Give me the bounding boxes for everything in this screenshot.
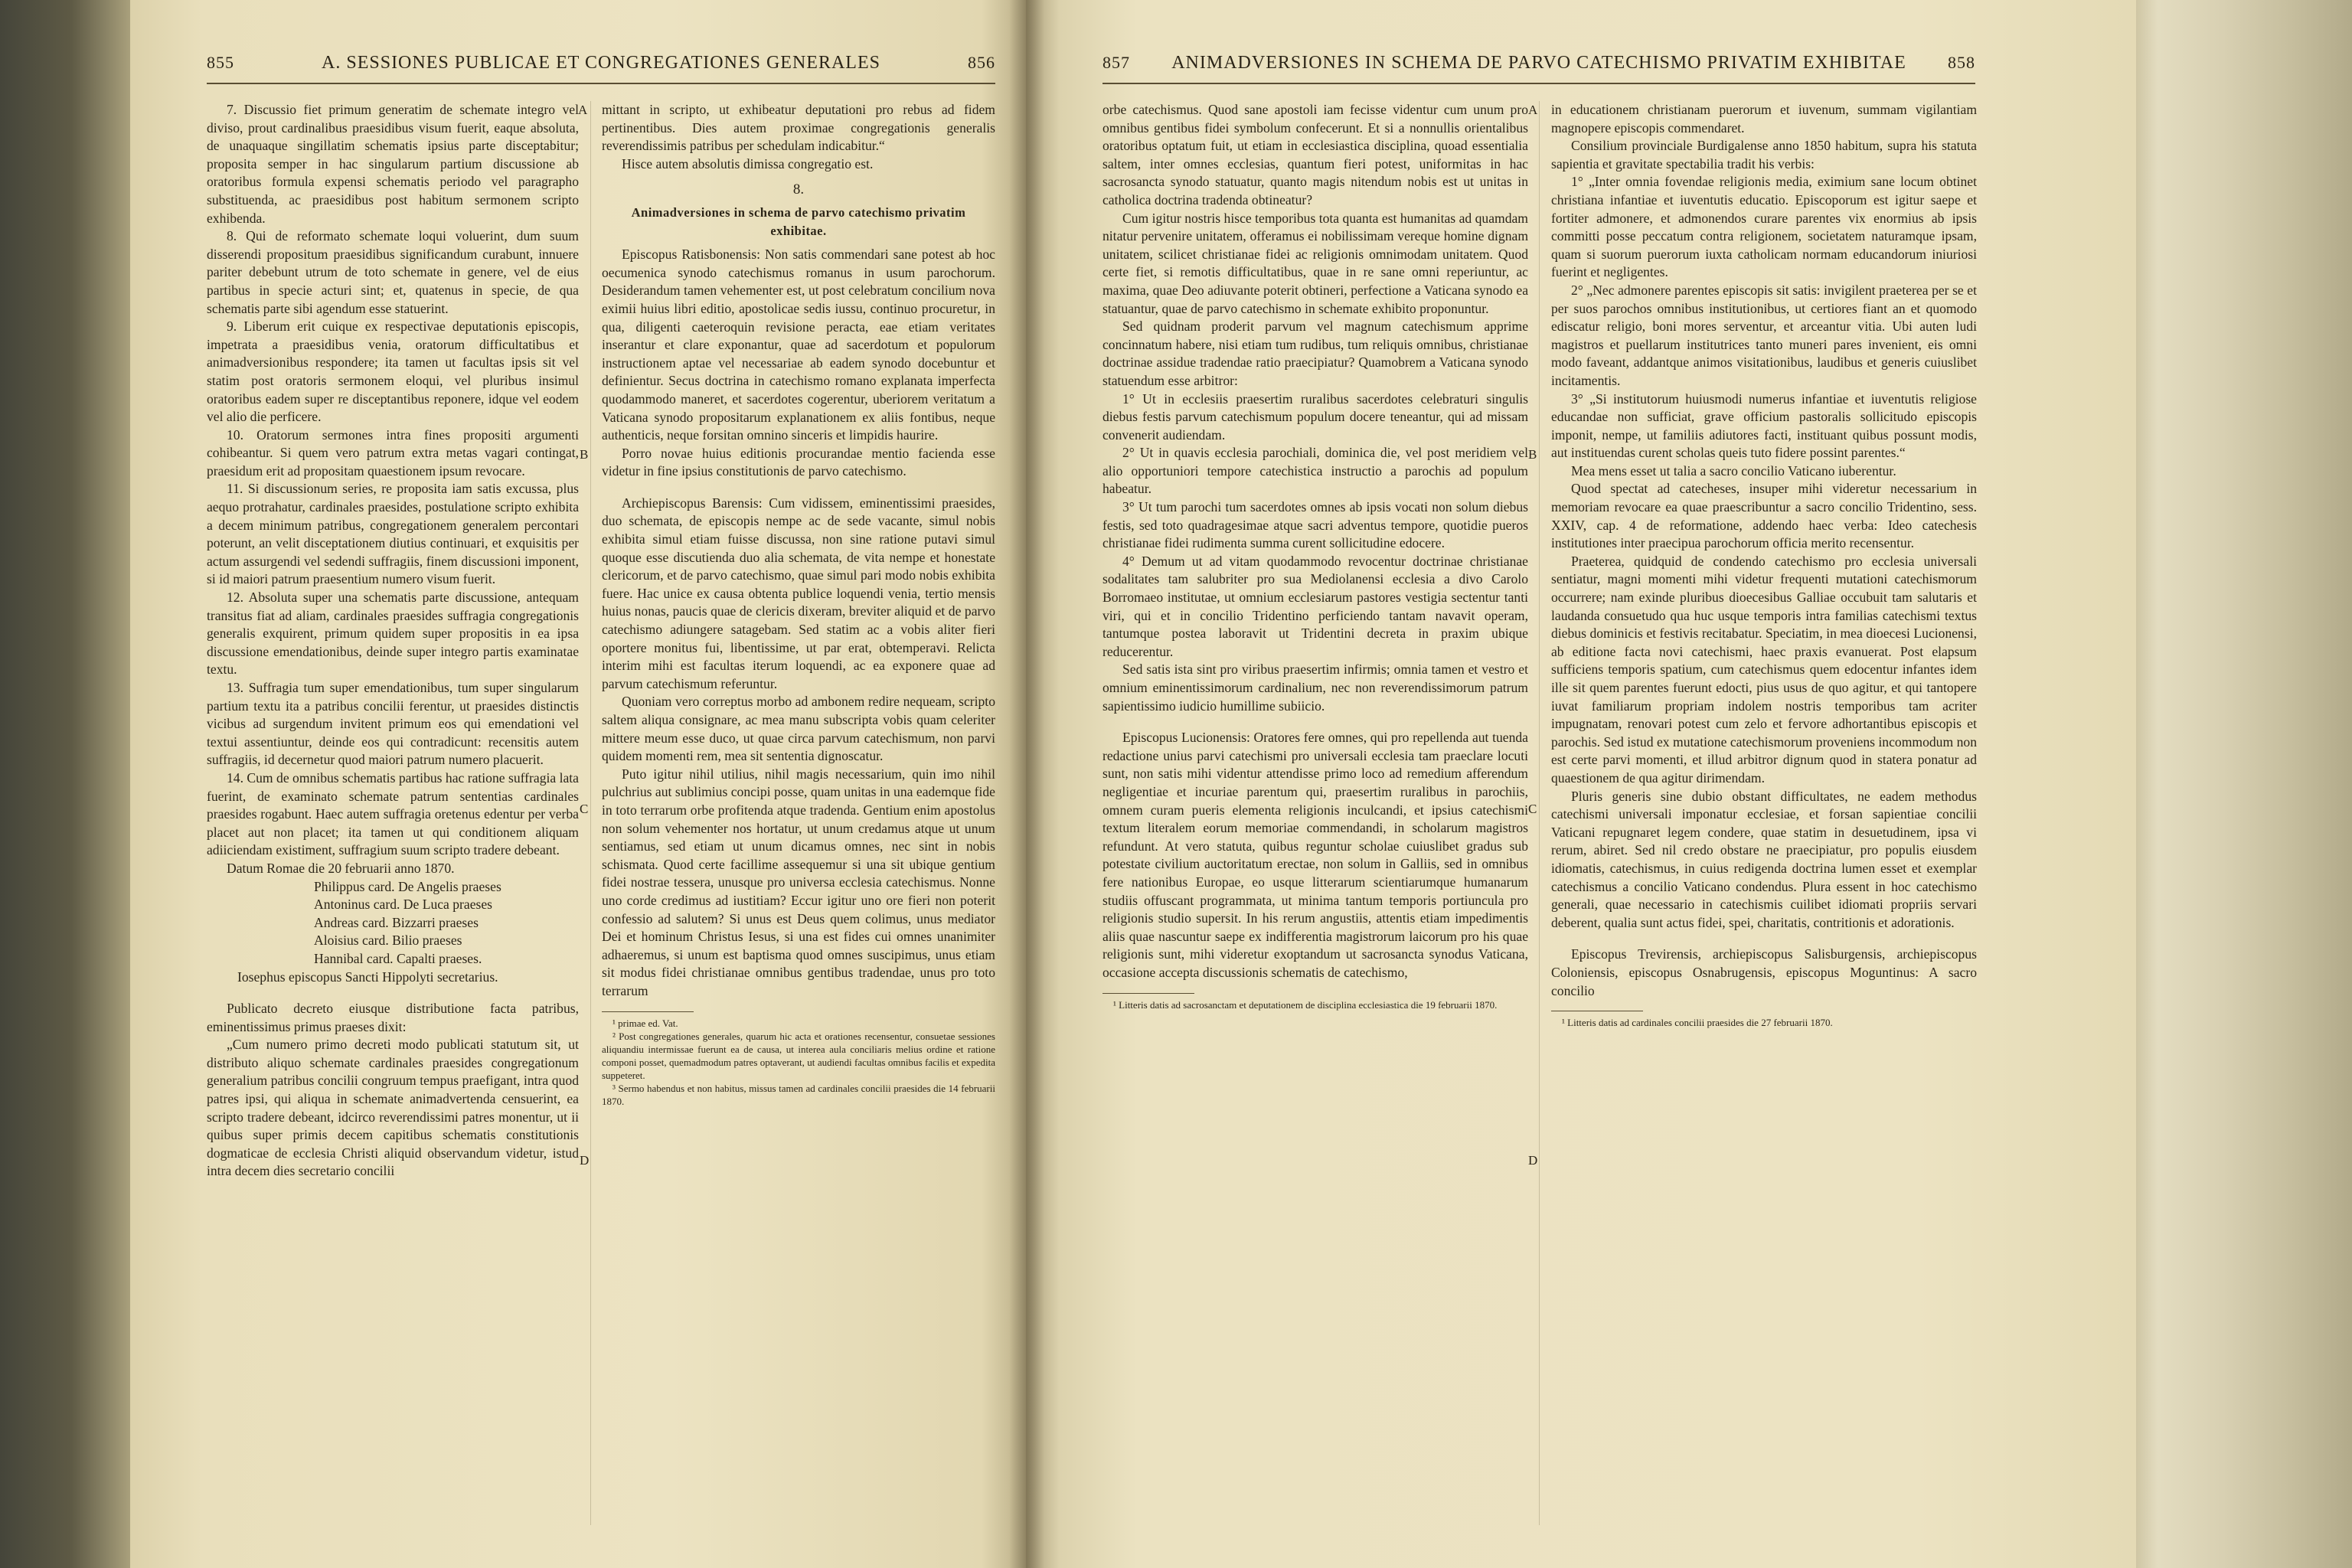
paragraph-publication: Publicato decreto eiusque distributione facta patribus, eminentissimus primus praeses dixit: — [207, 1001, 579, 1034]
signature-line: Antoninus card. De Luca praeses — [314, 897, 493, 913]
header-rule — [1102, 83, 1975, 84]
paragraph-barensis: Archiepiscopus Barensis: Cum vidissem, eminentissimi praesides, duo schemata, de episcopis nempe ac de sede vacante, simul nobis exhibita simul etiam fuisse discussa, non sine ratione putavi simul quoque esse discutienda duo alia schemata, de vita nempe et honestate clericorum, et de parvo catechismo, quae simul pari modo nobis exhibita fuere. Hac unice ex causa obtenta publice loquendi venia, tertio mensis huius nonas, paucis quae de clericis dixeram, breviter aliquid et de parvo catechismo adiungere satagebam. Sed statim ac a vobis aliter fieri oportere monitus fui, libentissime, ut par erat, obtemperavi. Relicta interim mihi est facultas iterum loquendi, ac ea exponere quae ad parvum catechismum referuntur. — [602, 495, 995, 691]
paragraph-ratisbonensis: Episcopus Ratisbonensis: Non satis commendari sane potest ab hoc oecumenica synodo catechismus romanus in usum parochorum. Desiderandum tamen vehementer est, ut post celebratum concilium nova eximii huius libri editio, apostolicae sedis iussu, continuo procuretur, in qua, diligenti caeteroquin revisione peracta, eae etiam veritates inserantur et clare exponantur, quae ad sacerdotum et populorum instructionem aptae vel necessariae ab eadem synodo docebuntur et definientur. Secus doctrina in catechismo romano explanata imperfecta quodammodo maneret, et sacerdotes cogerentur, uberiorem veritatum a Vaticana synodo propositarum explanationem ex aliis fontibus, neque authenticis, neque forsitan omnino sinceris et limpidis haurire. — [602, 247, 995, 443]
paragraph-point-1: 1° Ut in ecclesiis praesertim ruralibus sacerdotes celebraturi singulis diebus festis parvum catechismum populum docere teneantur, qui ad missam convenerit audiendam. — [1102, 390, 1528, 443]
book-right-edge — [2136, 0, 2352, 1568]
paragraph-quod-spectat: Quod spectat ad catecheses, insuper mihi videretur necessarium in memoriam revocare ea quae praescribuntur a sacro concilio Tridentino, sess. XXIV, cap. 4 de reformatione, addendo haec verba: Ideo catechesis institutiones inter praecipua parochorum officia merito recensentur. — [1551, 481, 1977, 551]
paragraph-8: 8. Qui de reformato schemate loqui voluerint, dum suum disserendi propositum praesidibus significandum curabunt, innuere pariter debebunt utrum de toto schemate in genere, vel de eius partibus in specie acturi sint; et, quatenus in specie, de qua schematis parte sibi agendum esse statuerint. — [207, 228, 579, 316]
book-left-edge — [0, 0, 130, 1568]
margin-marker-d: D — [1528, 1153, 1538, 1168]
page-number-855: 855 — [207, 53, 234, 72]
section-number: 8. — [792, 181, 805, 198]
column-separator — [590, 101, 591, 1525]
paragraph-quote: „Cum numero primo decreti modo publicati statutum sit, ut distributo aliquo schemate cardinales praesides congregationum generalium patribus concilii congruum tempus praefigant, intra quod patres ipsi, qui aliqua in schemate animadvertenda censuerint, ea scripto tradere debeant, idcirco reverendissimi patres monentur, ut ii quibus super primis decem capitibus schematis constitutionis dogmaticae de ecclesia Christi aliquid observandum videtur, istud intra decem dies secretario concilii — [207, 1037, 579, 1179]
spacer — [602, 481, 995, 495]
paragraph-sed-satis: Sed satis ista sint pro viribus praesertim infirmis; omnia tamen et vestro et omnium eminentissimorum cardinalium, nec non reverendissimorum patrum sapientissimo iudicio humillime subiicio. — [1102, 662, 1528, 714]
paragraph-point-3: 3° Ut tum parochi tum sacerdotes omnes ab ipsis vocati non solum diebus festis, sed toto quadragesimae atque sacri adventus tempore, quotidie pueros christianae fidei rudimenta summa curent sollicitudine edocere. — [1102, 499, 1528, 551]
paragraph-quote-2: 2° „Nec admonere parentes episcopis sit satis: invigilent praeterea per se et per suos parochos omnibus institutionibus, ut certiores fiant an et quomodo ediscatur religio, boni mores serventur, et arceantur vitia. Ubi auten ludi magistros et puellarum institutrices tanto muneri pares invenient, eis omni modo faveant, addantque animos visitationibus, laudibus et generis cuiuslibet incitamentis. — [1551, 282, 1977, 388]
paragraph-10: 10. Oratorum sermones intra fines propositi argumenti cohibeantur. Si quem vero patrum extra metas vagari contingat, praesidum erit ad propositam quaestionem ipsum revocare. — [207, 426, 579, 479]
paragraph-quote-1: 1° „Inter omnia fovendae religionis media, eximium sane locum obtinet christiana infantiae et iuventutis educatio. Episcoporum est igitur saepe et fortiter admonere, et admonendos curare parentes vix enormius ab ipsis committi posse peccatum contra religionem, societatem naturamque ipsam, quam si suorum puerorum iuxta catholicam normam educandorum iniuriosi fuerint et negligentes. — [1551, 174, 1977, 280]
paragraph-pluris: Pluris generis sine dubio obstant difficultates, ne eadem methodus catechismi universali imponatur ecclesiae, et forsan sapientiae concilii Vaticani repugnaret legem condere, quae statim in desuetudinem, ipsa vi rerum, abiret. Sed nil credo obstare ne praecipiatur, pro populis eiusdem idiomatis, catechismus, in cuius redigenda doctrina lumen esset et exemplar catechismus a concilio Vaticano condendus. Plura essent in hoc catechismo generali, quae necessario in catechismis cuilibet idiomati propriis servari deberent, qualia sunt actus fidei, spei, charitatis, contritionis et adorationis. — [1551, 788, 1977, 930]
paragraph-point-2: 2° Ut in quavis ecclesia parochiali, dominica die, vel post meridiem vel alio opportuniori tempore catechistica instructio a parochis ad populum habeatur. — [1102, 445, 1528, 497]
paragraph-sed-quidnam: Sed quidnam proderit parvum vel magnum catechismum apprime concinnatum habere, nisi etiam tum rudibus, tum reliquis omnibus, christianae doctrinae assidue tradendae ratio praecipiatur? Quamobrem a Vaticana synodo statuendum esse arbitror: — [1102, 318, 1528, 388]
section-title: Animadversiones in schema de parvo catechismo privatim exhibitae. — [631, 204, 966, 238]
page-number-856: 856 — [967, 53, 995, 72]
page-number-857: 857 — [1102, 53, 1130, 72]
right-running-header — [1102, 47, 1975, 78]
paragraph-orbe: orbe catechismus. Quod sane apostoli iam fecisse videntur cum unum pro omnibus gentibus fidei symbolum confecerunt. Et si a nonnullis orientalibus oratoribus optatum fuit, ut etiam in ecclesiastica disciplina, quoad essentialia saltem, inter omnes ecclesias, quantum fieri potest, uniformitas in hac sacrosancta synodo statuatur, quanto magis nitendum nobis est ut unitas in catholica doctrina tradenda obtineatur? — [1102, 102, 1528, 207]
column-4 — [1551, 101, 1977, 1540]
column-3 — [1102, 101, 1528, 1540]
spacer — [207, 986, 579, 1000]
paragraph-13: 13. Suffragia tum super emendationibus, tum super singularum partium textu ita a patribus concilii ferentur, ut praesides distinctis vicibus ad surgendum invitent primum eos qui emendationi vel textui assentiuntur, deinde eos qui contradicunt: recensitis autem suffragiis, id decernetur quod maiori patrum numero placuerit. — [207, 680, 579, 768]
footnote-rule — [1102, 993, 1194, 994]
paragraph-quote-3: 3° „Si institutorum huiusmodi numerus infantiae et iuventutis religiose educandae non sufficiat, grave officium pastoralis sollicitudo episcopis imponit, nempe, ut familiis adiutores facti, instituant quibus possunt modis, aut instituendas curent scholas queis tuto fidere possint parentes.“ — [1551, 390, 1977, 461]
paragraph-7: 7. Discussio fiet primum generatim de schemate integro vel diviso, prout cardinalibus praesidibus visum fuerit, eaque absoluta, de unaquaque singillatim schematis ipsius parte disceptabitur; proposita semper in hac singularum partium discussione ab oratoribus formula expensi schematis periodo vel paragrapho substituenda, ac praesidibus post habitum sermonem scripto exhibenda. — [207, 102, 579, 226]
paragraph-cum-igitur: Cum igitur nostris hisce temporibus tota quanta est humanitas ad quamdam nitatur pervenire unitatem, offeramus ei nobilissimam vereque homine dignam unitatem, scilicet christianae fidei ac religionis omnimodam unitatem. Quod certe fiet, si remotis difficultatibus, quae in re sane omni reperiuntur, ac maxima, quae Deo adiuvante poterit obtineri, perfectione a Vaticana synodo ea statuantur, quae de parvo catechismo in schemate exhibito proponuntur. — [1102, 210, 1528, 316]
margin-marker-b: B — [1528, 447, 1537, 462]
paragraph-14: 14. Cum de omnibus schematis partibus hac ratione suffragia lata fuerint, de examinato schemate patrum sententias cardinales praesides rogabunt. Haec autem suffragia oretenus edentur per verba placet aut non placet; ita tamen ut qui conditionem aliquam adiiciendam existiment, suffragium suum scripto tradere debeant. — [207, 769, 579, 858]
page-number-858: 858 — [1948, 53, 1975, 72]
footnote: ³ Sermo habendus et non habitus, missus tamen ad cardinales concilii praesides die 14 februarii 1870. — [602, 1082, 995, 1107]
footnote: ¹ Litteris datis ad cardinales concilii praesides die 27 februarii 1870. — [1562, 1017, 1833, 1029]
signature-line: Aloisius card. Bilio praeses — [314, 933, 462, 949]
margin-marker-c: C — [1528, 802, 1537, 816]
signature-line: Iosephus episcopus Sancti Hippolyti secretarius. — [237, 969, 498, 985]
paragraph-mea-mens: Mea mens esset ut talia a sacro concilio Vaticano iuberentur. — [1571, 462, 1896, 479]
margin-marker-b: B — [580, 447, 589, 462]
column-2 — [602, 101, 995, 1540]
paragraph-11: 11. Si discussionum series, re proposita iam satis excussa, plus aequo protrahatur, cardinales praesides, postulatione scripto exhibita a decem minimum patribus, congregationem generalem percontari poterunt, an velit disceptationem diutius continuari, et exquisitis per actum assurgendi vel sedendi suffragiis, finem discussioni imponent, si id maiori patrum praesentium numero visum fuerit. — [207, 481, 579, 587]
margin-marker-d: D — [580, 1153, 590, 1168]
paragraph-continued: mittant in scripto, ut exhibeatur deputationi pro rebus ad fidem pertinentibus. Dies autem proximae congregationis generalis reverendissimis patribus per schedulam indicabitur.“ — [602, 102, 995, 154]
signature-line: Andreas card. Bizzarri praeses — [314, 914, 479, 930]
paragraph-hisce: Hisce autem absolutis dimissa congregatio est. — [622, 155, 874, 172]
footnote: ¹ primae ed. Vat. — [612, 1017, 678, 1029]
book-gutter — [1009, 0, 1044, 1568]
paragraph-9: 9. Liberum erit cuique ex respectivae deputationis episcopis, impetrata a praesidibus venia, oratorum difficultatibus et animadversionibus respondere; ita tamen ut facultas ipsis sit vel statim post oratoris sermonem eloqui, vel pluribus insimul oratoribus eadem super re disceptantibus reponere, idque vel eodem vel alio die perficere. — [207, 318, 579, 425]
column-1 — [207, 101, 579, 1540]
paragraph-porro: Porro novae huius editionis procurandae mentio facienda esse videtur in fine ipsius constitutionis de parvo catechismo. — [602, 445, 995, 479]
footnote-rule — [602, 1011, 694, 1012]
column-separator — [1539, 101, 1540, 1525]
signature-line: Philippus card. De Angelis praeses — [314, 878, 501, 894]
paragraph-puto: Puto igitur nihil utilius, nihil magis necessarium, quin imo nihil pulchrius aut sublimius concipi posse, quam unitas in una eademque fide in toto terrarum orbe profitenda atque tradenda. Gentium enim apostolus non solum vehementer nos hortatur, ut unum credamus atque ut unum sentiamus, sed etiam ut unum dicamus omnes, nec sint in nobis schismata. Quod certe facillime assequemur si una sit ubique gentium fidei nostrae tessera, unusque pro universa ecclesia catechismus. Nonne uno corde credimus ad iustitiam? Eccur igitur uno ore fieri non poterit confessio ad salutem? Si unus est Deus quem colimus, unus mediator Dei et hominum Christus Iesus, si una est fides cui omnes unanimiter adhaeremus, si unum est baptisma quod omnes suscipimus, unus etiam sit modus fidei christianae omnibus gentibus tradendae, unus pro toto terrarum — [602, 766, 995, 998]
paragraph-lucionensis: Episcopus Lucionensis: Oratores fere omnes, qui pro repellenda aut tuenda redactione unius parvi catechismi pro universali ecclesia tam praeclare locuti sunt, non satis mihi videntur attendisse primo loco ad remedium afferendum negligentiae et incuriae parentum qui, praesertim ruralibus in parochiis, omnem curam pueris elementa religionis inculcandi, et ipsius catechismi textum literalem eorum memoriae commendandi, in scholarum magistros refundunt. At vero statuta, quibus reguntur scholae cuiuslibet gradus sub potestate civilium auctoritatum erectae, non solum in Galliis, sed in omnibus fere nationibus Europae, eo usque litterarum scientiarumque humanarum studiis offuscant programmata, ut minima tantum temporis portiuncula pro religionis studio supersit. In his rerum angustiis, attentis etiam impedimentis aliis quae nascuntur saepe ex indifferentia magistrorum laicorum pro his quae religionis sunt, mihi videretur exoptandum ut sacrosancta synodus Vaticana, occasione accepta discussionis schematis de catechismo, — [1102, 730, 1528, 980]
spacer — [1551, 932, 1977, 946]
date-line: Datum Romae die 20 februarii anno 1870. — [227, 860, 455, 876]
margin-marker-c: C — [580, 802, 589, 816]
margin-marker-a: A — [1528, 103, 1538, 117]
spacer — [1102, 715, 1528, 729]
header-rule — [207, 83, 995, 84]
left-page — [130, 0, 1026, 1568]
paragraph-point-4: 4° Demum ut ad vitam quodammodo revocentur doctrinae christianae sodalitates tam salubriter pro sua Mediolanensi ecclesia a divo Carolo Borromaeo institutae, ut omnium ecclesiarum pastores vestigia sectentur tanti viri, qui et in concilio Tridentino perficiendo tantam navavit operam, tantumque postea laboravit ut Tridentini decreta in praxim ubique reducerentur. — [1102, 553, 1528, 659]
right-page — [1026, 0, 2136, 1568]
footnote: ² Post congregationes generales, quarum hic acta et orationes recensentur, consuetae sessiones aliquandiu intermissae fuerunt ea de causa, ut interea aula conciliaris melius ordine et ratione componi posset, quemadmodum patres optaverant, ut audiendi facultas omnibus facilis et expedita suppeteret. — [602, 1030, 995, 1081]
paragraph-praeterea: Praeterea, quidquid de condendo catechismo pro ecclesia universali sentiatur, magni momenti mihi videtur frequenti mutationi catechismorum occurrere; nam exinde pluribus dioecesibus Galliae occubuit tam salutaris et laudanda consuetudo qua huc usque temporis intra familias catechismi textus diebus dominicis et festivis recitabatur. Speciatim, in mea dioecesi Lucionensi, ab editione facta novi catechismi, haec praxis evanuerat. Post elapsum sufficiens temporis spatium, cum catechismus quem edocentur infantes idem ille sit quem parentes fuerunt edocti, pius usus de quo agitur, et qui tantopere iuvat familiarum propriam indolem nostris temporibus tam acriter impugnatam, renovari potest cum zelo et fervore adhortantibus episcopis et parochis. Sed istud ex mutatione catechismorum proveniens incommodum non est certe parvi momenti, et illud arbitror dignum quod in statera ponatur ad quaestionem de qua agitur dirimendam. — [1551, 553, 1977, 786]
running-title-right: ANIMADVERSIONES IN SCHEMA DE PARVO CATECHISMO PRIVATIM EXHIBITAE — [1171, 52, 1906, 73]
running-title-left: A. SESSIONES PUBLICAE ET CONGREGATIONES GENERALES — [322, 52, 880, 73]
footnote: ¹ Litteris datis ad sacrosanctam et deputationem de disciplina ecclesiastica die 19 februarii 1870. — [1113, 998, 1498, 1011]
signature-line: Hannibal card. Capalti praeses. — [314, 950, 482, 966]
paragraph-trevirensis: Episcopus Trevirensis, archiepiscopus Salisburgensis, archiepiscopus Coloniensis, episcopus Osnabrugensis, episcopus Moguntinus: A sacro concilio — [1551, 946, 1977, 998]
paragraph-consilium: Consilium provinciale Burdigalense anno 1850 habitum, supra his statuta sapientia et gravitate spectabilia tradit his verbis: — [1551, 138, 1977, 172]
margin-marker-a: A — [578, 103, 588, 117]
paragraph-in-educationem: in educationem christianam puerorum et iuvenum, summam vigilantiam magnopere episcopis commendaret. — [1551, 102, 1977, 136]
left-running-header — [207, 47, 995, 78]
paragraph-quoniam: Quoniam vero correptus morbo ad ambonem redire nequeam, scripto saltem aliqua consignare, ac mea manu subscripta vobis quam celeriter mittere meum esse duco, ut quae circa parvum catechismum, non parvi quidem momenti rem, mea sit sententia dignoscatur. — [602, 694, 995, 764]
paragraph-12: 12. Absoluta super una schematis parte discussione, antequam transitus fiat ad aliam, cardinales praesides suffragia congregationis generalis exquirent, primum quidem super propositis in ea ipsa discussione emendationibus, deinde super integro partis examinatae textu. — [207, 590, 579, 678]
